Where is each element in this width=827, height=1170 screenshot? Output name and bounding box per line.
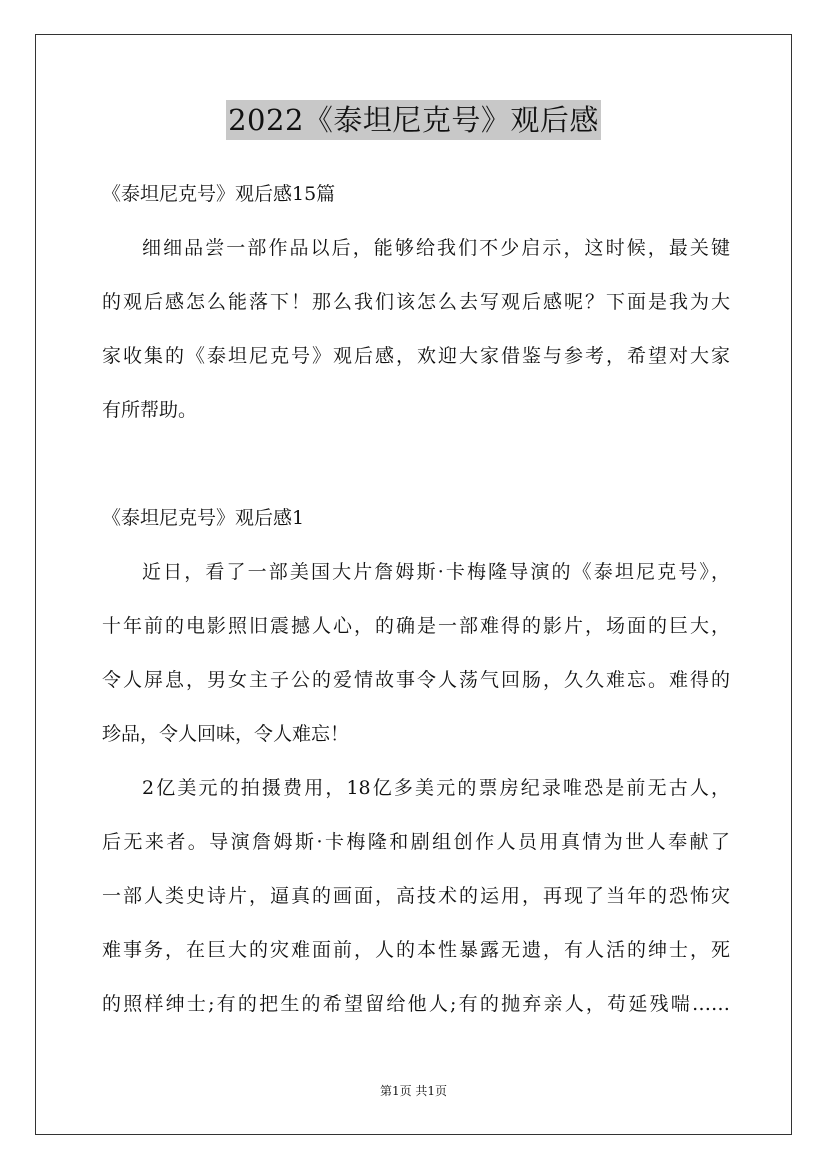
paragraph-line: 一部人类史诗片，逼真的画面，高技术的运用，再现了当年的恐怖灾: [102, 885, 730, 907]
intro-line: 有所帮助。: [102, 399, 198, 421]
document-title: 2022《泰坦尼克号》观后感: [226, 100, 601, 140]
intro-line: 细细品尝一部作品以后，能够给我们不少启示，这时候，最关键: [142, 237, 730, 259]
document-subtitle: 《泰坦尼克号》观后感15篇: [102, 183, 336, 205]
intro-line: 的观后感怎么能落下！那么我们该怎么去写观后感呢？下面是我为大: [102, 291, 730, 313]
page-footer: 第1页 共1页: [379, 1084, 448, 1098]
section-heading: 《泰坦尼克号》观后感1: [102, 507, 305, 529]
paragraph-line: 近日，看了一部美国大片詹姆斯·卡梅隆导演的《泰坦尼克号》，: [142, 561, 730, 583]
paragraph-line: 的照样绅士;有的把生的希望留给他人;有的抛弃亲人，苟延残喘……: [102, 993, 730, 1015]
paragraph-line: 2亿美元的拍摄费用，18亿多美元的票房纪录唯恐是前无古人，: [142, 777, 730, 799]
paragraph-line: 后无来者。导演詹姆斯·卡梅隆和剧组创作人员用真情为世人奉献了: [102, 831, 730, 853]
intro-line: 家收集的《泰坦尼克号》观后感，欢迎大家借鉴与参考，希望对大家: [102, 345, 730, 367]
paragraph-line: 令人屏息，男女主子公的爱情故事令人荡气回肠，久久难忘。难得的: [102, 669, 730, 691]
paragraph-line: 十年前的电影照旧震撼人心，的确是一部难得的影片，场面的巨大，: [102, 615, 730, 637]
title-container: [0, 100, 827, 140]
paragraph-line: 难事务，在巨大的灾难面前，人的本性暴露无遗，有人活的绅士，死: [102, 939, 730, 961]
paragraph-line: 珍品，令人回味，令人难忘！: [102, 723, 350, 745]
